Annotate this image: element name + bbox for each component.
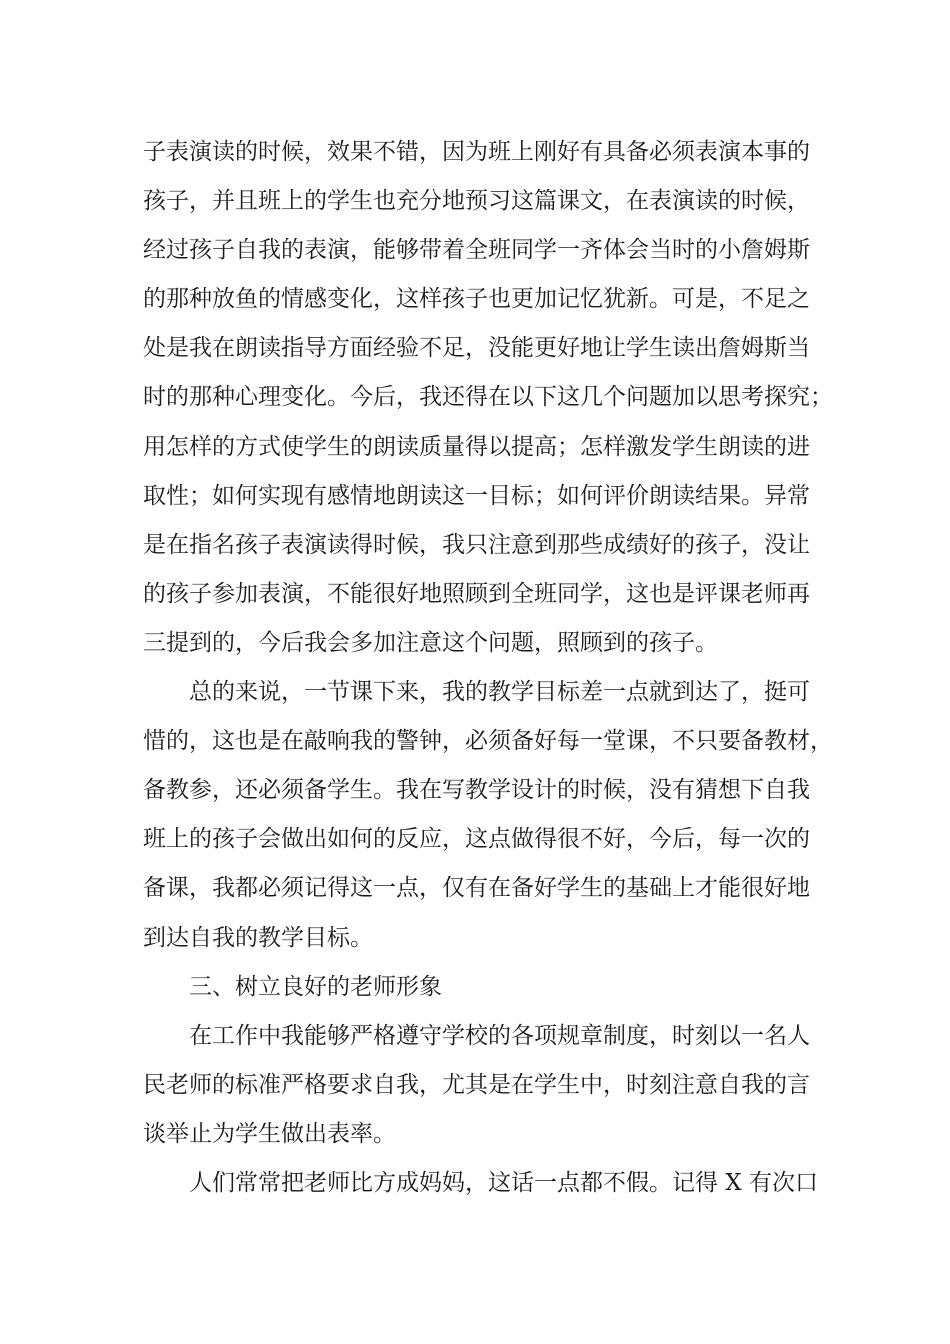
paragraph-start-line: 总的来说，一节课下来，我的教学目标差一点就到达了，挺可 — [189, 679, 810, 706]
text-line: 是在指名孩子表演读得时候，我只注意到那些成绩好的孩子，没让 — [143, 531, 810, 558]
text-line: 惜的，这也是在敲响我的警钟，必须备好每一堂课，不只要备教材， — [143, 728, 833, 755]
text-line: 的孩子参加表演，不能很好地照顾到全班同学，这也是评课老师再 — [143, 580, 810, 607]
text-line: 备课，我都必须记得这一点，仅有在备好学生的基础上才能很好地 — [143, 875, 810, 902]
text-line: 孩子，并且班上的学生也充分地预习这篇课文，在表演读的时候， — [143, 188, 810, 215]
section-heading: 三、树立良好的老师形象 — [189, 973, 442, 1000]
text-line: 子表演读的时候，效果不错，因为班上刚好有具备必须表演本事的 — [143, 139, 810, 165]
text-line: 处是我在朗读指导方面经验不足，没能更好地让学生读出詹姆斯当 — [143, 335, 810, 362]
text-line: 备教参，还必须备学生。我在写教学设计的时候，没有猜想下自我 — [143, 777, 810, 804]
text-line: 谈举止为学生做出表率。 — [143, 1120, 396, 1147]
text-line: 的那种放鱼的情感变化，这样孩子也更加记忆犹新。可是，不足之 — [143, 286, 810, 313]
text-line: 三提到的，今后我会多加注意这个问题，照顾到的孩子。 — [143, 629, 718, 656]
text-line: 取性；如何实现有感情地朗读这一目标；如何评价朗读结果。异常 — [143, 482, 810, 509]
paragraph-start-line: 人们常常把老师比方成妈妈，这话一点都不假。记得 X 有次口 — [189, 1169, 818, 1196]
text-line: 民老师的标准严格要求自我，尤其是在学生中，时刻注意自我的言 — [143, 1071, 810, 1098]
text-line: 时的那种心理变化。今后，我还得在以下这几个问题加以思考探究； — [143, 384, 833, 411]
text-line: 用怎样的方式使学生的朗读质量得以提高；怎样激发学生朗读的进 — [143, 433, 810, 460]
paragraph-start-line: 在工作中我能够严格遵守学校的各项规章制度，时刻以一名人 — [189, 1022, 810, 1049]
body-text — [143, 128, 833, 1208]
text-line: 到达自我的教学目标。 — [143, 924, 373, 951]
text-line: 经过孩子自我的表演，能够带着全班同学一齐体会当时的小詹姆斯 — [143, 237, 810, 264]
text-line: 班上的孩子会做出如何的反应，这点做得很不好，今后，每一次的 — [143, 826, 810, 853]
